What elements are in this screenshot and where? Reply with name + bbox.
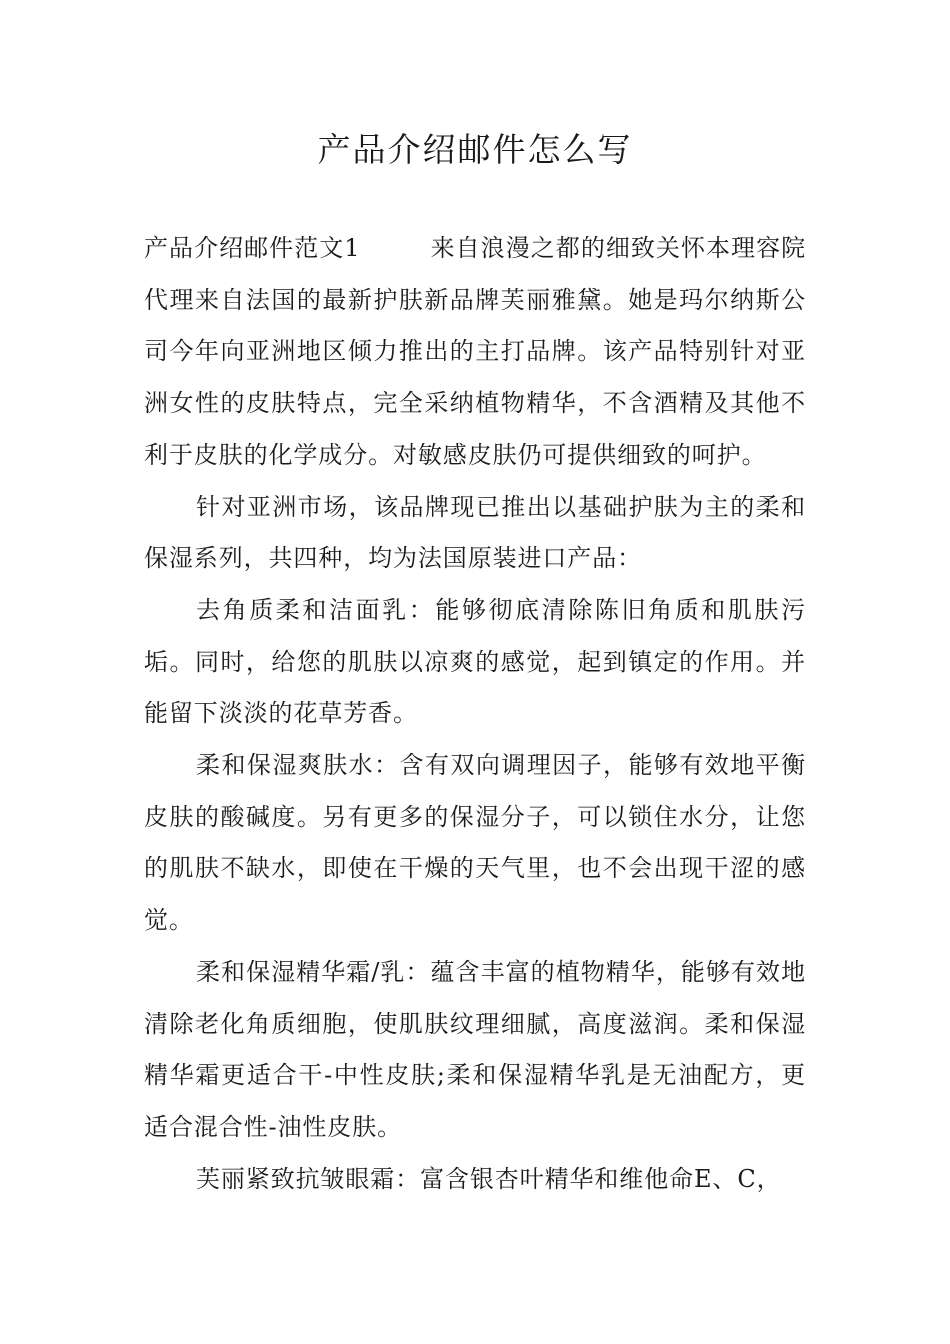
paragraph-eye-cream: 芙丽紧致抗皱眼霜：富含银杏叶精华和维他命E、C， xyxy=(196,1164,782,1193)
intro-text: 来自浪漫之都的细致关怀本理容院代理来自法国的最新护肤新品牌芙丽雅黛。她是玛尔纳斯公司今年向亚洲地区倾力推出的主打品牌。该产品特别针对亚洲女性的皮肤特点，完全采纳植物精华，不含酒精及其他不利于皮肤的化学成分。对敏感皮肤仍可提供细致的呵护。 xyxy=(144,234,807,469)
paragraph-market: 针对亚洲市场，该品牌现已推出以基础护肤为主的柔和保湿系列，共四种，均为法国原装进口产品： xyxy=(144,492,806,573)
paragraph-cleanser: 去角质柔和洁面乳：能够彻底清除陈旧角质和肌肤污垢。同时，给您的肌肤以凉爽的感觉，起到镇定的作用。并能留下淡淡的花草芳香。 xyxy=(144,595,806,728)
paragraph-essence-cream: 柔和保湿精华霜/乳：蕴含丰富的植物精华，能够有效地清除老化角质细胞，使肌肤纹理细腻，高度滋润。柔和保湿精华霜更适合干-中性皮肤;柔和保湿精华乳是无油配方，更适合混合性-油性皮肤。 xyxy=(144,957,806,1141)
document-title: 产品介绍邮件怎么写 xyxy=(317,130,633,169)
paragraph-toner: 柔和保湿爽肤水：含有双向调理因子，能够有效地平衡皮肤的酸碱度。另有更多的保湿分子，可以锁住水分，让您的肌肤不缺水，即使在干燥的天气里，也不会出现干涩的感觉。 xyxy=(144,751,806,935)
document-body xyxy=(144,223,806,1205)
paragraph-intro xyxy=(144,223,806,482)
sample-label: 产品介绍邮件范文1 xyxy=(144,234,361,262)
